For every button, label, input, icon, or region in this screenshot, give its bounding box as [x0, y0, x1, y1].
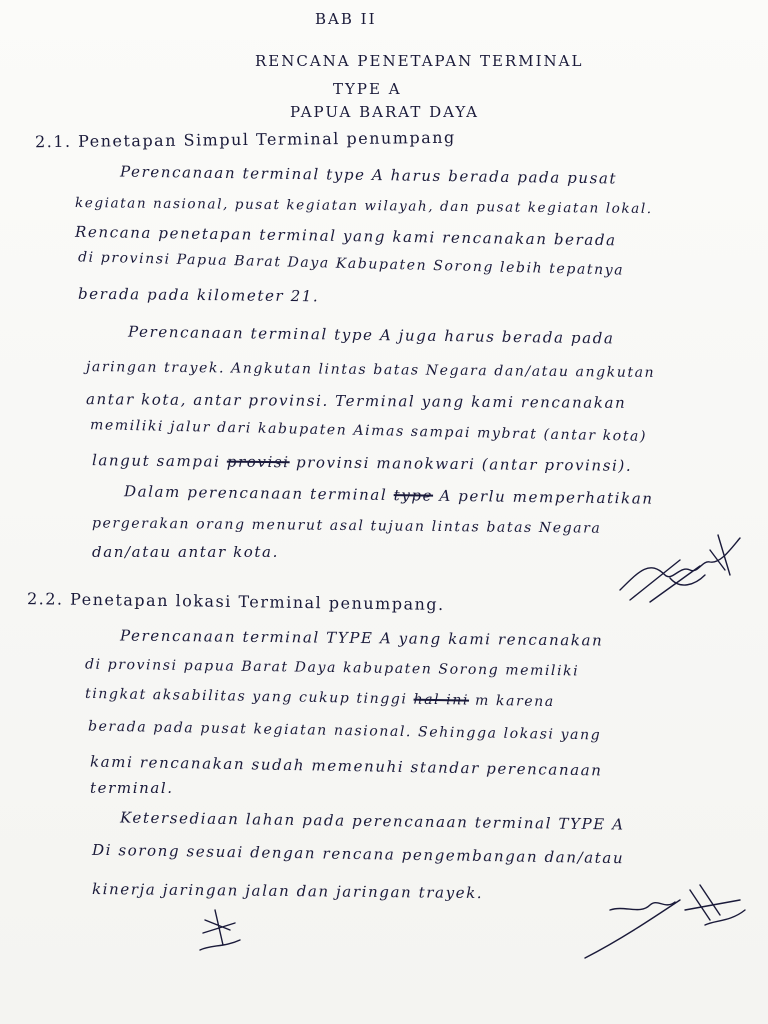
- paragraph-line: kinerja jaringan jalan dan jaringan trayek.: [91, 879, 484, 903]
- struck-word: provisi: [226, 452, 290, 472]
- paragraph-line: di provinsi Papua Barat Daya Kabupaten Sorong lebih tepatnya: [77, 249, 625, 279]
- document-subtitle-type: TYPE A: [333, 80, 402, 98]
- paragraph-line: pergerakan orang menurut asal tujuan lintas batas Negara: [91, 515, 602, 537]
- paragraph-line: [85, 686, 555, 710]
- paragraph-line: [124, 482, 654, 507]
- section-heading-2-1: 2.1. Penetapan Simpul Terminal penumpang: [34, 127, 456, 152]
- document-title: RENCANA PENETAPAN TERMINAL: [255, 52, 584, 70]
- paragraph-line: Perencanaan terminal type A juga harus berada pada: [127, 322, 615, 348]
- paragraph-line: Perencanaan terminal TYPE A yang kami rencanakan: [119, 626, 604, 650]
- line-text: A perlu memperhatikan: [432, 486, 654, 508]
- initial-mark-left: [195, 905, 245, 955]
- signature-mark: [610, 530, 750, 600]
- line-text: Dalam perencanaan terminal: [123, 482, 394, 505]
- paragraph-line: Perencanaan terminal type A harus berada pada pusat: [119, 162, 618, 188]
- paragraph-line: kami rencanakan sudah memenuhi standar perencanaan: [89, 752, 603, 780]
- line-text: provinsi manokwari (antar provinsi).: [289, 453, 633, 475]
- paragraph-line: berada pada pusat kegiatan nasional. Sehingga lokasi yang: [87, 718, 602, 744]
- paragraph-line: terminal.: [90, 779, 174, 797]
- document-subtitle-region: PAPUA BARAT DAYA: [290, 103, 479, 121]
- line-text: m karena: [468, 692, 555, 711]
- paragraph-line: berada pada kilometer 21.: [77, 284, 320, 306]
- paragraph-line: di provinsi papua Barat Daya kabupaten Sorong memiliki: [84, 656, 580, 680]
- paragraph-line: dan/atau antar kota.: [92, 543, 279, 561]
- paragraph-line: Ketersediaan lahan pada perencanaan terminal TYPE A: [119, 808, 625, 834]
- paragraph-line: Rencana penetapan terminal yang kami rencanakan berada: [74, 222, 617, 250]
- line-text: langut sampai: [91, 451, 227, 471]
- line-text: tingkat aksabilitas yang cukup tinggi: [84, 685, 414, 708]
- section-heading-2-2: 2.2. Penetapan lokasi Terminal penumpang.: [26, 589, 445, 614]
- struck-word: type: [393, 486, 434, 505]
- paragraph-line: antar kota, antar provinsi. Terminal yang kami rencanakan: [85, 390, 627, 412]
- chapter-label: BAB II: [315, 10, 377, 28]
- signature-mark-bottom: [580, 880, 750, 960]
- paragraph-line: jaringan trayek. Angkutan lintas batas Negara dan/atau angkutan: [85, 359, 656, 381]
- paragraph-line: Di sorong sesuai dengan rencana pengembangan dan/atau: [91, 840, 625, 868]
- paragraph-line: kegiatan nasional, pusat kegiatan wilayah, dan pusat kegiatan lokal.: [74, 194, 653, 218]
- paragraph-line: memiliki jalur dari kabupaten Aimas sampai mybrat (antar kota): [89, 417, 648, 445]
- struck-word: hal ini: [413, 691, 470, 709]
- paragraph-line: [92, 451, 632, 475]
